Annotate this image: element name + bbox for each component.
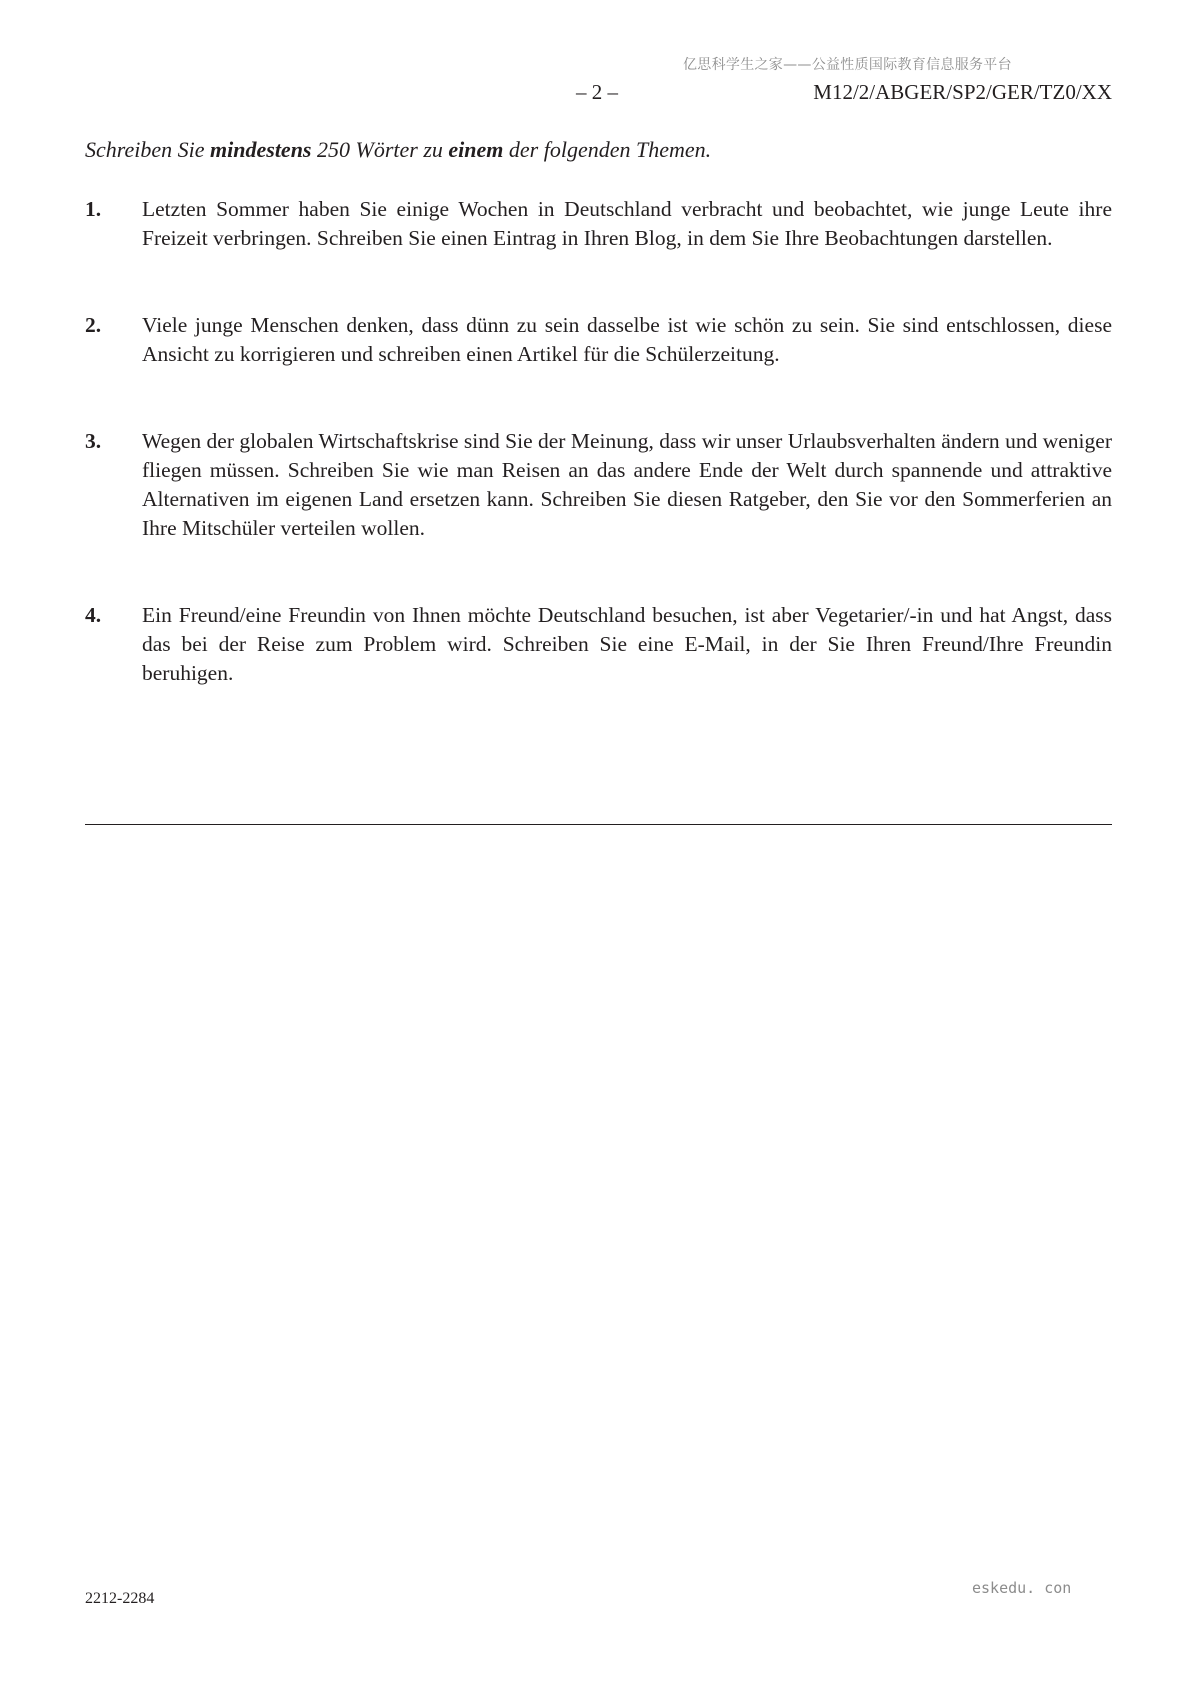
watermark-bottom: eskedu. con	[972, 1579, 1072, 1597]
task-number: 1.	[85, 197, 102, 221]
task-number: 4.	[85, 603, 102, 627]
task-number: 2.	[85, 313, 102, 337]
task-text: Wegen der globalen Wirtschaftskrise sind Sie der Meinung, dass wir unser Urlaubsverhalten ändern und weniger fliegen müssen. Schreiben Sie wie man Reisen an das andere Ende der Welt durch spannende und attraktive Alternativen im eigenen Land ersetzen kann. Schreiben Sie diesen Ratgeber, den Sie vor den Sommerferien an Ihre Mitschüler verteilen wollen.	[142, 429, 1112, 540]
document-code: M12/2/ABGER/SP2/GER/TZ0/XX	[813, 80, 1112, 104]
task-item	[85, 311, 1112, 369]
instruction-emphasis: einem	[448, 137, 504, 162]
task-text: Ein Freund/eine Freundin von Ihnen möchte Deutschland besuchen, ist aber Vegetarier/-in und hat Angst, dass das bei der Reise zum Problem wird. Schreiben Sie eine E-Mail, in der Sie Ihren Freund/Ihre Freundin beruhigen.	[142, 603, 1112, 685]
horizontal-divider	[85, 824, 1112, 825]
task-item	[85, 195, 1112, 253]
page-header	[0, 80, 1191, 110]
task-number: 3.	[85, 429, 102, 453]
task-text: Letzten Sommer haben Sie einige Wochen in Deutschland verbracht und beobachtet, wie junge Leute ihre Freizeit verbringen. Schreiben Sie einen Eintrag in Ihren Blog, in dem Sie Ihre Beobachtungen darstellen.	[142, 197, 1112, 250]
instruction-part: Schreiben Sie	[85, 137, 211, 162]
instruction-emphasis: mindestens	[210, 137, 312, 162]
watermark-top: 亿思科学生之家——公益性质国际教育信息服务平台	[683, 57, 1012, 73]
page-number: – 2 –	[576, 80, 618, 104]
task-item	[85, 427, 1112, 543]
instruction-text	[85, 137, 711, 163]
task-item	[85, 601, 1112, 688]
footer-code: 2212-2284	[85, 1590, 155, 1607]
instruction-part: 250 Wörter zu	[311, 137, 449, 162]
task-list	[85, 195, 1112, 688]
instruction-part: der folgenden Themen.	[503, 137, 712, 162]
task-text: Viele junge Menschen denken, dass dünn zu sein dasselbe ist wie schön zu sein. Sie sind entschlossen, diese Ansicht zu korrigieren und schreiben einen Artikel für die Schülerzeitung.	[142, 313, 1112, 366]
